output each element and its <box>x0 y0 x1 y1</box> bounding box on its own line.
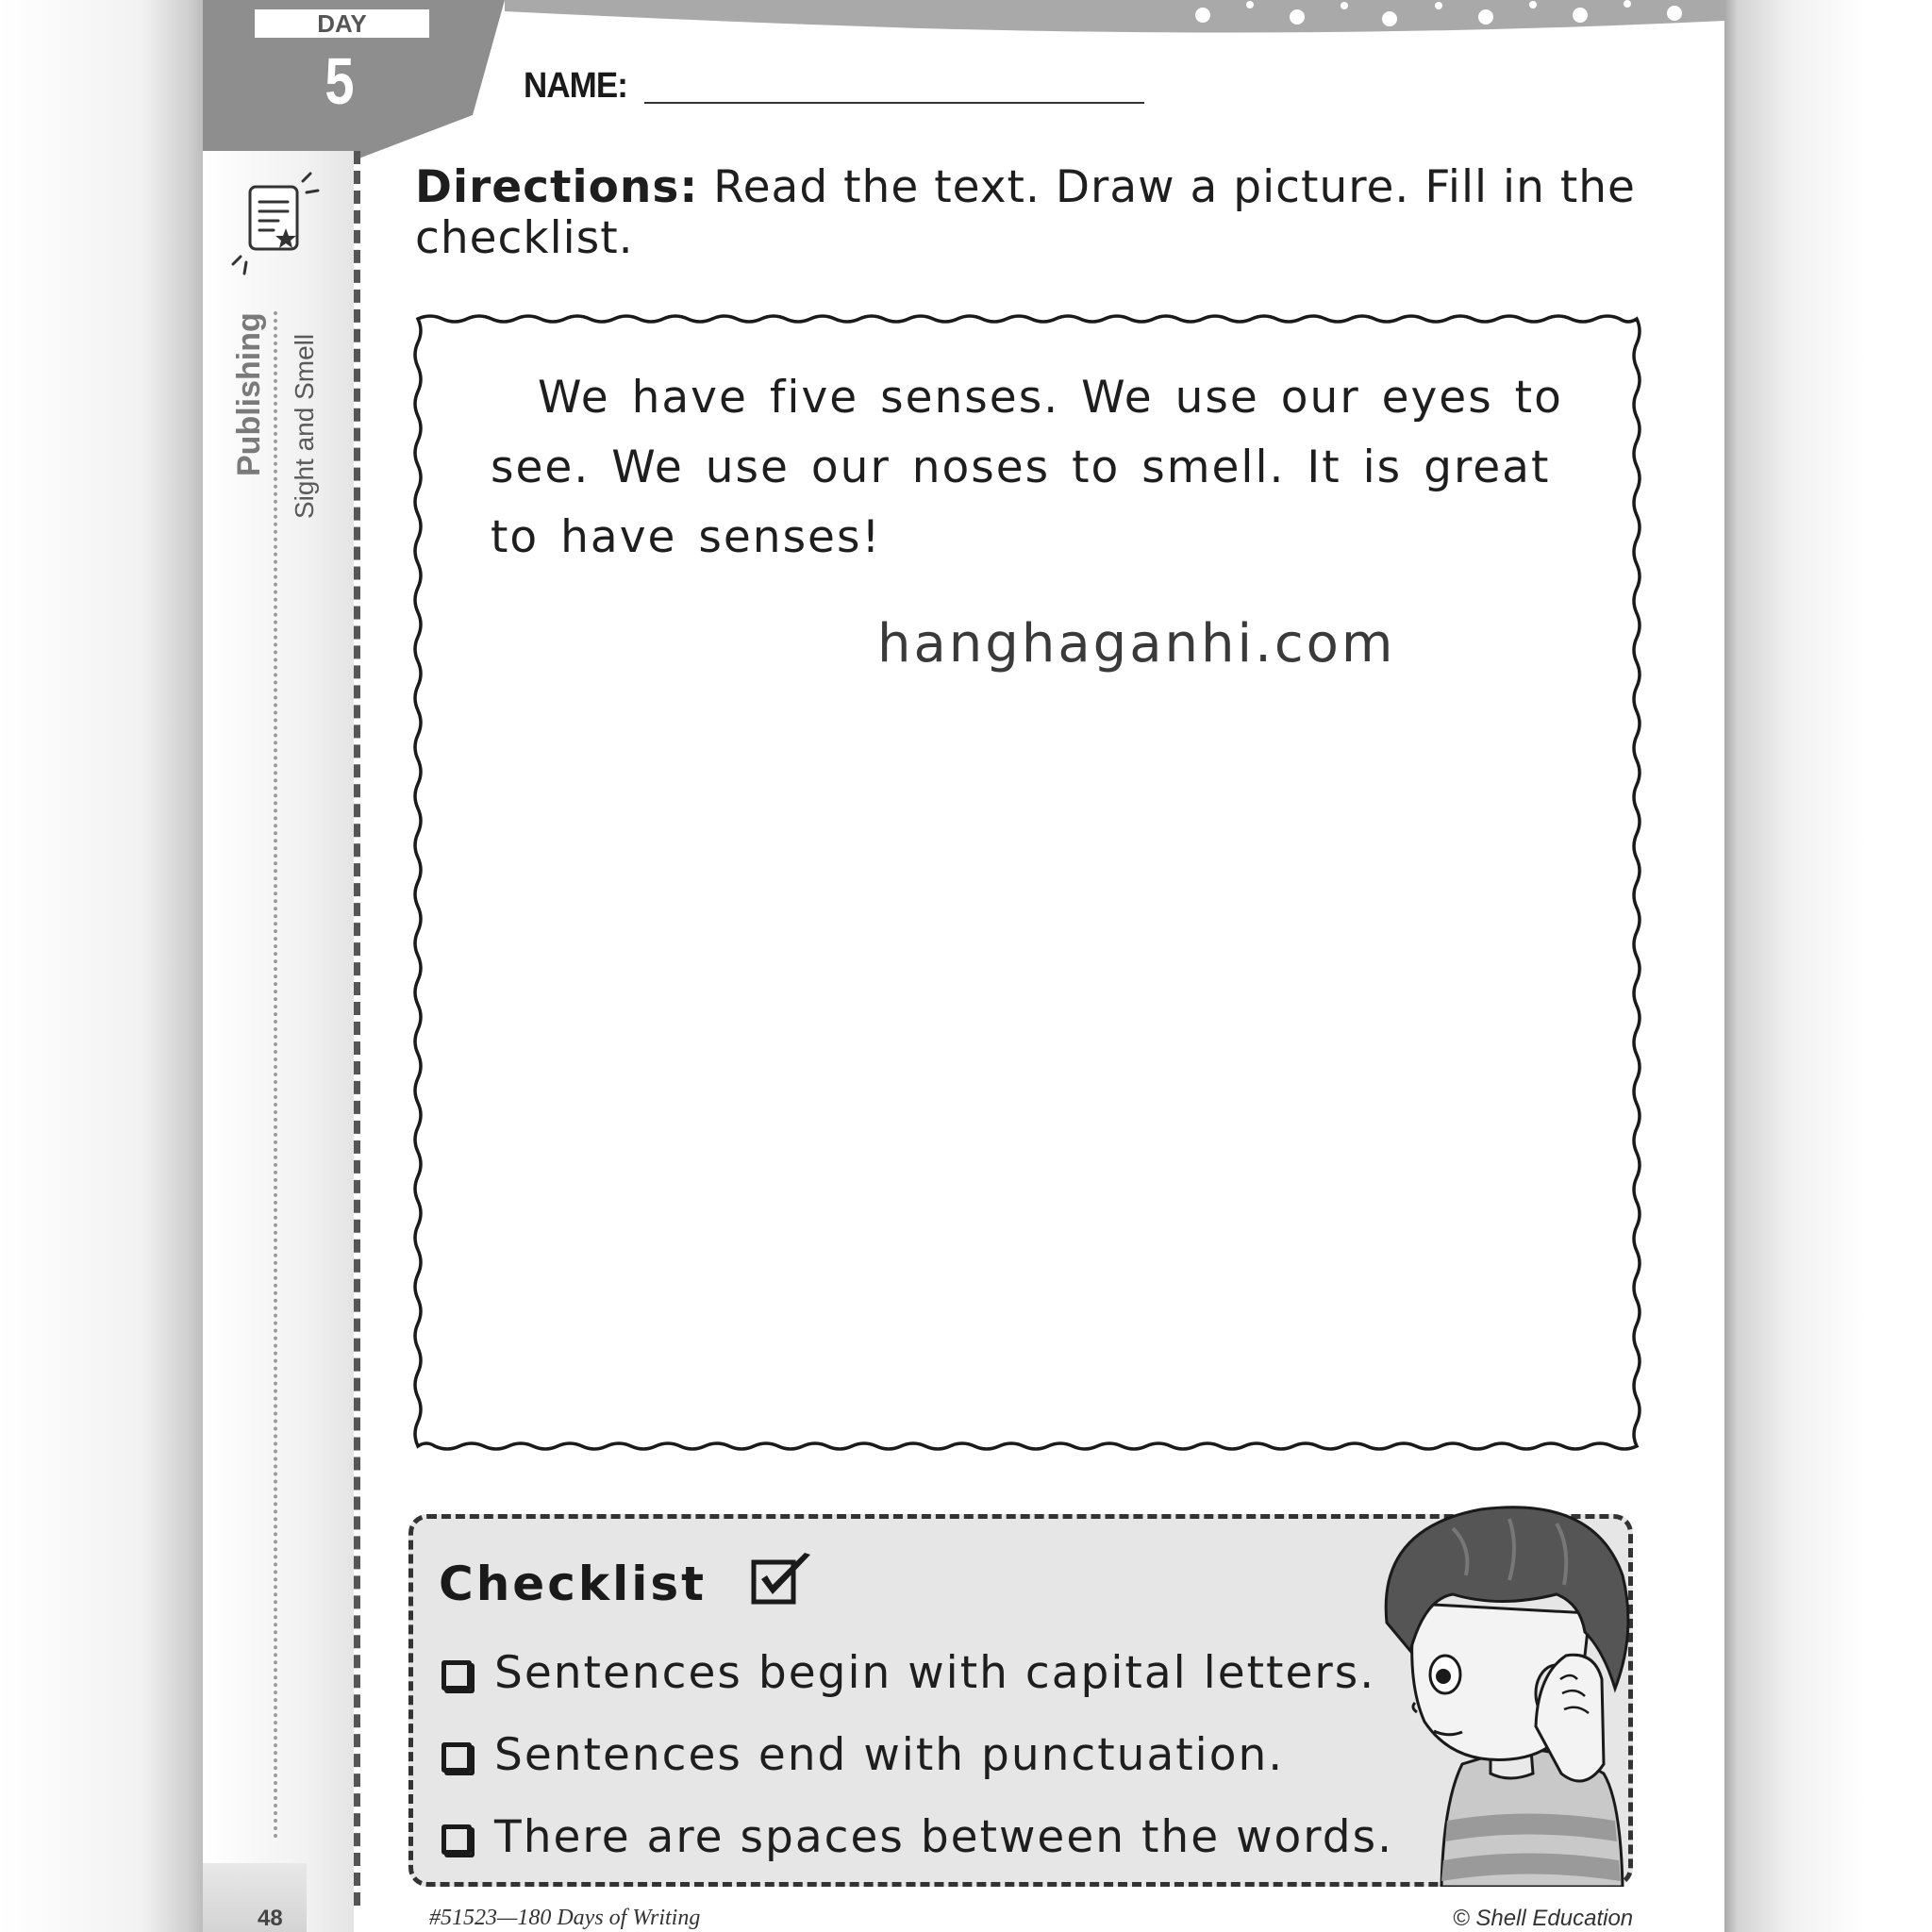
name-label: NAME: <box>524 66 627 106</box>
checklist-item[interactable] <box>441 1647 1375 1699</box>
checklist-item-text: There are spaces between the words. <box>494 1811 1394 1863</box>
checklist-item-text: Sentences begin with capital letters. <box>494 1647 1376 1699</box>
directions-label: Directions: <box>415 161 699 213</box>
checklist-title <box>439 1553 816 1611</box>
checkbox-icon[interactable] <box>441 1742 472 1773</box>
book-title: #51523—180 Days of Writing <box>429 1906 701 1930</box>
day-number: 5 <box>325 44 355 118</box>
checklist-item[interactable] <box>441 1729 1284 1781</box>
checklist-item-text: Sentences end with punctuation. <box>494 1729 1285 1781</box>
page-number: 48 <box>258 1906 283 1931</box>
watermark: hanghaganhi.com <box>877 613 1396 675</box>
reading-passage: We have five senses. We use our eyes to see. We use our noses to smell. It is great to have senses! <box>491 372 1563 563</box>
copyright: © Shell Education <box>1453 1906 1634 1931</box>
directions-text: Read the text. Draw a picture. Fill in the checklist. <box>415 161 1636 264</box>
page-shadow-right <box>1724 0 1932 1932</box>
drawing-area[interactable] <box>429 566 1618 1415</box>
side-tab-title: Publishing <box>231 312 267 476</box>
checklist-item[interactable] <box>441 1811 1393 1863</box>
day-label: DAY <box>317 9 367 38</box>
checkbox-icon[interactable] <box>441 1824 472 1855</box>
boy-listening-illustration <box>1368 1491 1637 1887</box>
checkmark-box-icon <box>750 1553 816 1606</box>
checkbox-icon[interactable] <box>441 1660 472 1690</box>
checklist-title-text: Checklist <box>439 1557 708 1611</box>
worksheet-page <box>203 0 1724 1932</box>
side-tab-subtitle: Sight and Smell <box>290 333 319 519</box>
page-shadow-left <box>0 0 203 1932</box>
page-number-tab <box>203 1863 307 1932</box>
